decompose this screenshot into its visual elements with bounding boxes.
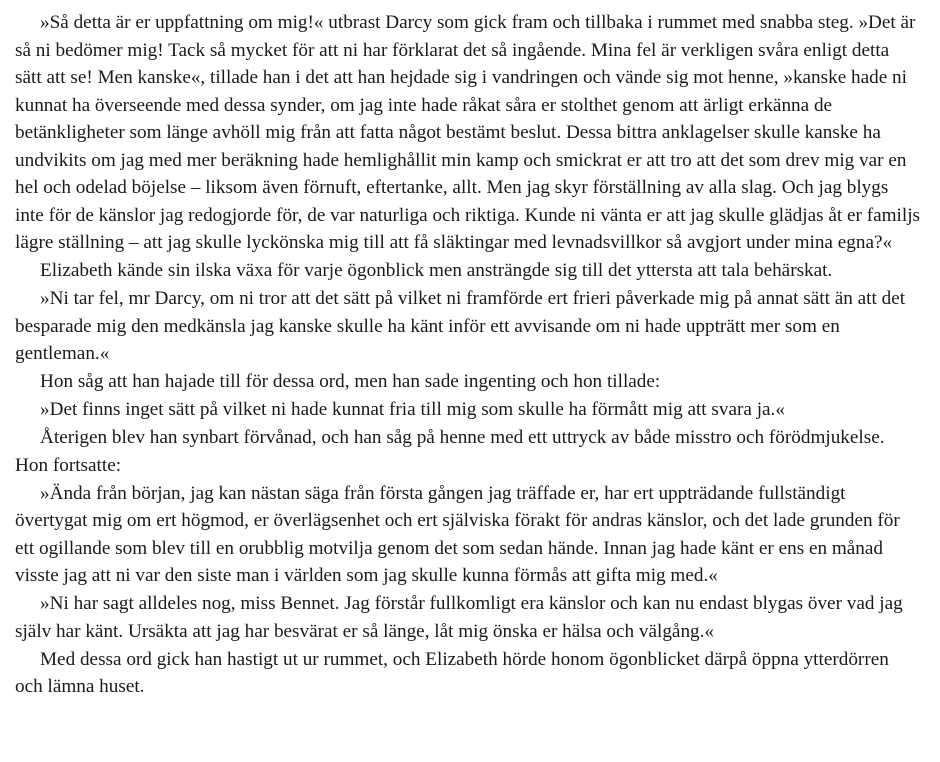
- paragraph: »Det finns inget sätt på vilket ni hade kunnat fria till mig som skulle ha förmått mig att svara ja.«: [40, 399, 785, 420]
- paragraph: Hon såg att han hajade till för dessa ord, men han sade ingenting och hon tillade:: [40, 371, 661, 392]
- paragraph: »Ni har sagt alldeles nog, miss Bennet. Jag förstår fullkomligt era känslor och kan nu endast blygas över vad jag själv har känt. Ursäkta att jag har besvärat er så länge, låt mig önska er hälsa och välgång.«: [15, 593, 903, 642]
- paragraph: Med dessa ord gick han hastigt ut ur rummet, och Elizabeth hörde honom ögonblicket därpå öppna ytterdörren och lämna huset.: [15, 648, 889, 697]
- paragraph: »Ni tar fel, mr Darcy, om ni tror att det sätt på vilket ni framförde ert frieri påverkade mig på annat sätt än att det besparade mig den medkänsla jag kanske skulle ha känt inför ett avvisande om ni hade uppträtt mer som en gentleman.«: [15, 288, 906, 364]
- paragraph: Återigen blev han synbart förvånad, och han såg på henne med ett uttryck av både misstro och förödmjukelse. Hon fortsatte:: [15, 427, 885, 476]
- paragraph: »Ända från början, jag kan nästan säga från första gången jag träffade er, har ert uppträdande fullständigt övertygat mig om ert högmod, er överlägsenhet och ert själviska förakt för andras känslor, och det lade grunden för ett ogillande som blev till en orubblig motvilja genom det som sedan hände. Innan jag hade känt er ens en månad visste jag att ni var den siste man i världen som jag skulle kunna förmås att gifta mig med.«: [15, 482, 900, 586]
- paragraph: Elizabeth kände sin ilska växa för varje ögonblick men ansträngde sig till det yttersta att tala behärskat.: [40, 260, 833, 281]
- paragraph: »Så detta är er uppfattning om mig!« utbrast Darcy som gick fram och tillbaka i rummet med snabba steg. »Det är så ni bedömer mig! Tack så mycket för att ni har förklarat det så ingående. Mina fel är verkligen svåra enligt detta sätt att se! Men kanske«, tillade han i det att han hejdade sig i vandringen och vände sig mot henne, »kanske hade ni kunnat ha överseende med dessa synder, om jag inte hade råkat såra er stolthet genom att ärligt erkänna de betänkligheter som länge avhöll mig från att fatta något bestämt beslut. Dessa bittra anklagelser skulle kanske ha undvikits om jag med mer beräkning hade hemlighållit min kamp och smickrat er att tro att det som drev mig var en hel och odelad böjelse – liksom även förnuft, eftertanke, allt. Men jag skyr förställning av alla slag. Och jag blygs inte för de känslor jag redogjorde för, de var naturliga och riktiga. Kunde ni vänta er att jag skulle glädjas åt er familjs lägre ställning – att jag skulle lyckönska mig till att få släktingar med levnadsvillkor så avgjort under mina egna?«: [15, 12, 920, 253]
- document-page: [15, 9, 920, 701]
